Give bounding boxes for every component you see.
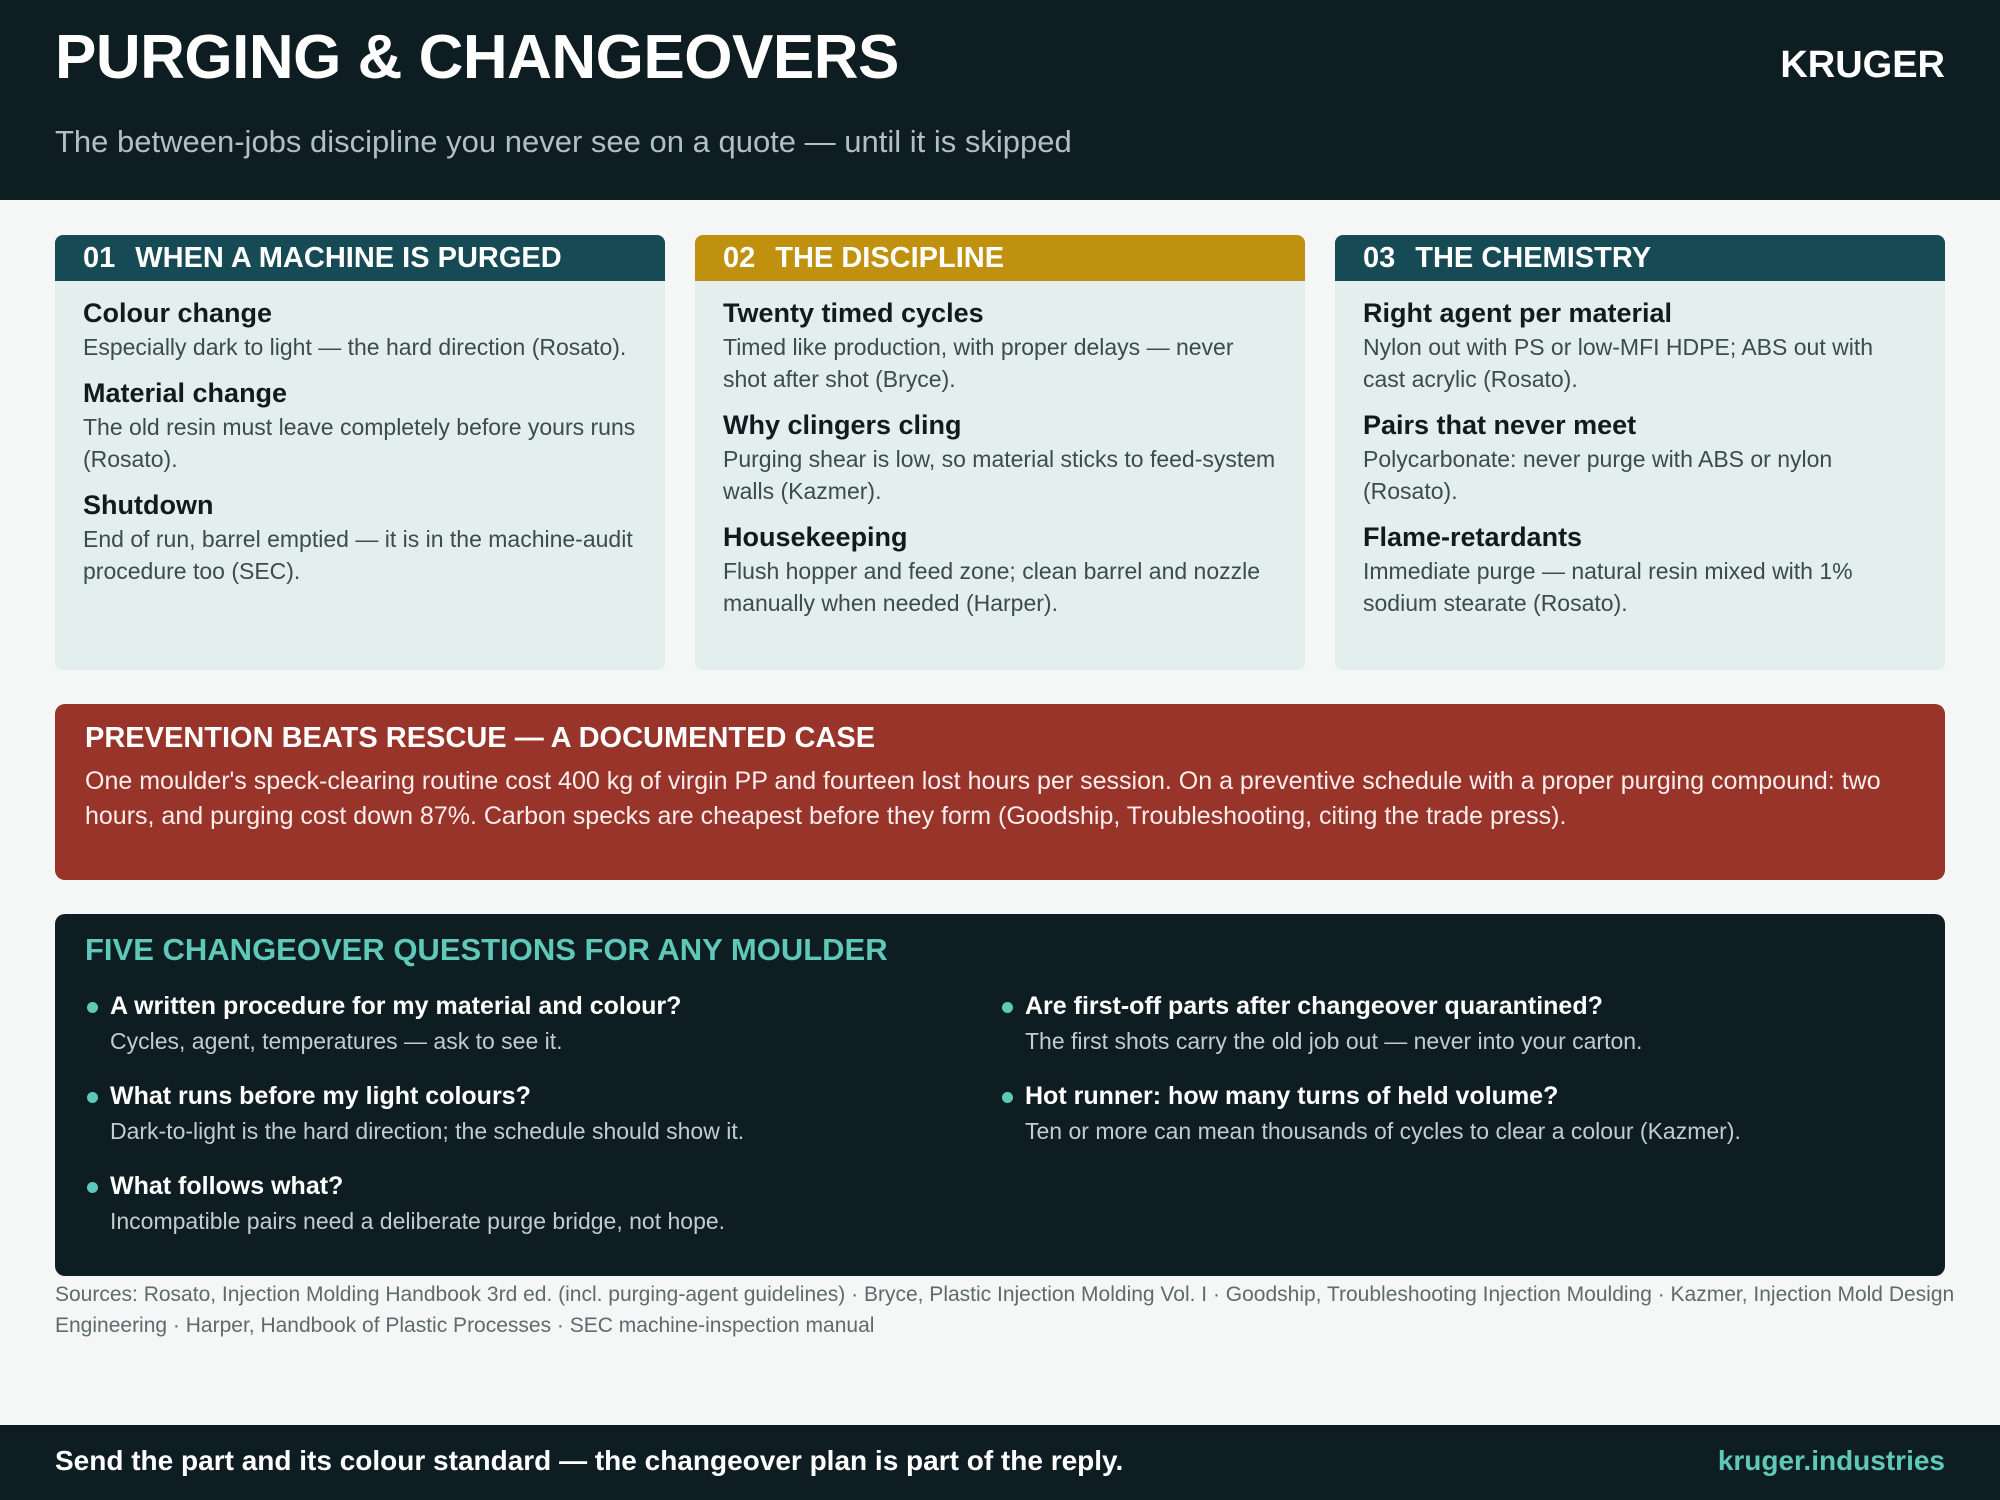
questions-panel: [55, 914, 1945, 1276]
question-text: Hot runner: how many turns of held volume?: [1025, 1082, 1559, 1110]
footer-tagline: Send the part and its colour standard — the changeover plan is part of the reply.: [55, 1445, 1124, 1476]
item-heading: Twenty timed cycles: [723, 298, 984, 328]
question-text: Are first-off parts after changeover quarantined?: [1025, 992, 1603, 1020]
item-heading: Material change: [83, 378, 288, 408]
card-item: [723, 407, 1277, 507]
sources-note: Sources: Rosato, Injection Molding Handbook 3rd ed. (incl. purging-agent guidelines) · Bryce, Plastic Injection Molding Vol. I · Goodship, Troubleshooting Injection Moulding · Kazmer, Injection Mold Design Engineering · Harper, Handbook of Plastic Processes · SEC machine-inspection manual: [55, 1283, 1955, 1337]
bullet-icon: [1002, 1002, 1013, 1013]
brand-logo: KRUGER: [1780, 44, 1945, 86]
card-title: THE DISCIPLINE: [775, 241, 1005, 274]
footer-website-link[interactable]: kruger.industries: [1717, 1445, 1945, 1476]
card-item: [83, 487, 637, 587]
card-title: THE CHEMISTRY: [1415, 241, 1652, 274]
item-text: End of run, barrel emptied — it is in the machine-audit procedure too (SEC).: [83, 526, 633, 584]
item-text: Purging shear is low, so material sticks to feed-system walls (Kazmer).: [723, 446, 1276, 504]
card-item: [1363, 295, 1917, 395]
questions-title: FIVE CHANGEOVER QUESTIONS FOR ANY MOULDER: [85, 932, 888, 967]
question-answer: The first shots carry the old job out — never into your carton.: [1025, 1028, 1643, 1054]
card-header: [695, 235, 1305, 281]
case-banner: [55, 704, 1945, 880]
card-chemistry: [1335, 235, 1945, 670]
item-heading: Flame-retardants: [1363, 522, 1583, 552]
question-item: [1000, 988, 1915, 1058]
item-text: The old resin must leave completely before yours runs (Rosato).: [83, 414, 636, 472]
questions-column-left: [85, 988, 1000, 1258]
card-when-purged: [55, 235, 665, 670]
question-item: [85, 988, 1000, 1058]
question-answer: Incompatible pairs need a deliberate purge bridge, not hope.: [110, 1208, 726, 1234]
question-text: What follows what?: [110, 1172, 344, 1200]
card-item: [83, 375, 637, 475]
item-text: Flush hopper and feed zone; clean barrel and nozzle manually when needed (Harper).: [723, 558, 1261, 616]
bullet-icon: [87, 1002, 98, 1013]
question-item: [85, 1168, 1000, 1238]
item-heading: Pairs that never meet: [1363, 410, 1637, 440]
footer: [0, 1425, 2000, 1500]
card-item: [1363, 407, 1917, 507]
item-text: Nylon out with PS or low-MFI HDPE; ABS out with cast acrylic (Rosato).: [1363, 334, 1874, 392]
question-answer: Dark-to-light is the hard direction; the schedule should show it.: [110, 1118, 745, 1144]
item-text: Timed like production, with proper delays — never shot after shot (Bryce).: [723, 334, 1234, 392]
question-item: [85, 1078, 1000, 1148]
item-heading: Shutdown: [83, 490, 214, 520]
card-header: [1335, 235, 1945, 281]
card-item: [723, 519, 1277, 619]
question-answer: Cycles, agent, temperatures — ask to see it.: [110, 1028, 563, 1054]
item-heading: Right agent per material: [1363, 298, 1673, 328]
item-heading: Housekeeping: [723, 522, 908, 552]
case-title: PREVENTION BEATS RESCUE — A DOCUMENTED CASE: [85, 722, 876, 754]
item-text: Especially dark to light — the hard direction (Rosato).: [83, 334, 627, 360]
question-text: What runs before my light colours?: [110, 1082, 531, 1110]
card-item: [1363, 519, 1917, 619]
card-number: 03: [1363, 241, 1396, 274]
bullet-icon: [87, 1182, 98, 1193]
question-text: A written procedure for my material and colour?: [110, 992, 682, 1020]
item-heading: Colour change: [83, 298, 273, 328]
header: [0, 0, 2000, 200]
page-title: PURGING & CHANGEOVERS: [55, 23, 899, 92]
card-item: [83, 295, 637, 363]
card-item: [723, 295, 1277, 395]
bullet-icon: [87, 1092, 98, 1103]
card-number: 02: [723, 241, 756, 274]
item-heading: Why clingers cling: [723, 410, 962, 440]
item-text: Immediate purge — natural resin mixed with 1% sodium stearate (Rosato).: [1363, 558, 1853, 616]
card-title: WHEN A MACHINE IS PURGED: [135, 241, 562, 274]
card-discipline: [695, 235, 1305, 670]
bullet-icon: [1002, 1092, 1013, 1103]
item-text: Polycarbonate: never purge with ABS or nylon (Rosato).: [1363, 446, 1833, 504]
card-header: [55, 235, 665, 281]
card-number: 01: [83, 241, 116, 274]
questions-column-right: [1000, 988, 1915, 1258]
page-subtitle: The between-jobs discipline you never see on a quote — until it is skipped: [55, 124, 1072, 159]
question-item: [1000, 1078, 1915, 1148]
question-answer: Ten or more can mean thousands of cycles to clear a colour (Kazmer).: [1025, 1118, 1741, 1144]
case-text: One moulder's speck-clearing routine cost 400 kg of virgin PP and fourteen lost hours per session. On a preventive schedule with a proper purging compound: two hours, and purging cost down 87%. Carbon specks are cheapest before they form (Goodship, Troubleshooting, citing the trade press).: [85, 767, 1881, 830]
